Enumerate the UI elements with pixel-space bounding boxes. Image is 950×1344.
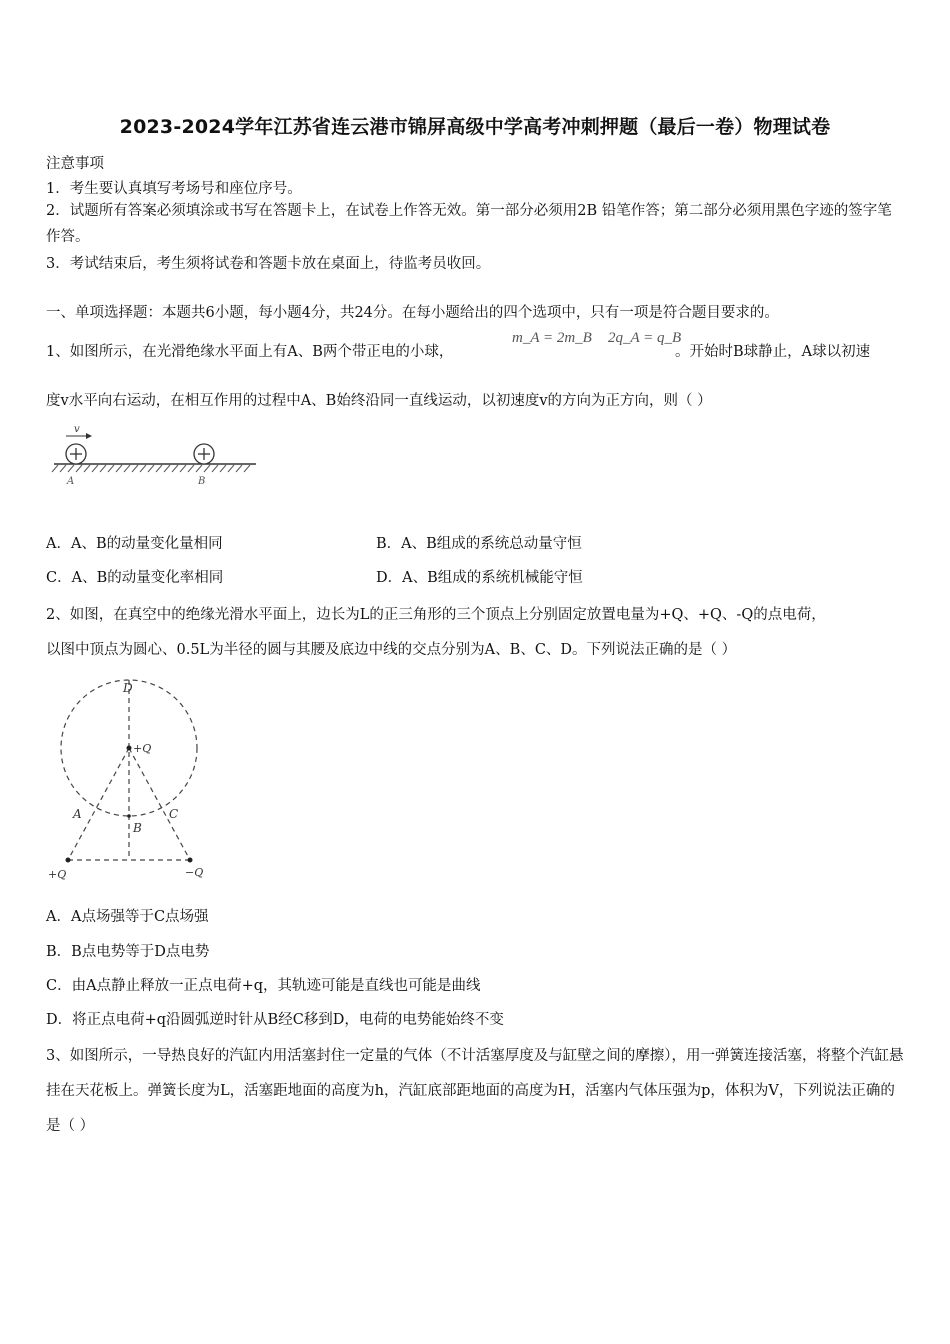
label-d: D (123, 681, 133, 695)
v-label: v (74, 424, 80, 435)
q1-text-a: 1、如图所示，在光滑绝缘水平面上有A、B两个带正电的小球， (46, 344, 454, 360)
label-top-q: +Q (133, 742, 152, 755)
label-left-q: +Q (48, 868, 67, 881)
q2-option-d: D．将正点电荷+q沿圆弧逆时针从B经C移到D，电荷的电势能始终不变 (46, 1012, 504, 1028)
q1-option-a: A．A、B的动量变化量相同 (46, 536, 223, 552)
q1-text-c: 度v水平向右运动，在相互作用的过程中A、B始终沿同一直线运动，以初速度v的方向为正方向，则（ ） (46, 393, 712, 409)
q1-option-c: C．A、B的动量变化率相同 (46, 570, 224, 586)
label-b: B (133, 821, 142, 835)
q2-text-b: 以图中顶点为圆心、0.5L为半径的圆与其腰及底边中线的交点分别为A、B、C、D。下列说法正确的是（ ） (46, 642, 737, 658)
label-a: A (73, 807, 82, 821)
q3-text: 3、如图所示，一导热良好的汽缸内用活塞封住一定量的气体（不计活塞厚度及与缸壁之间的摩擦），用一弹簧连接活塞，将整个汽缸悬挂在天花板上。弹簧长度为L，活塞距地面的高度为h，汽缸底部距地面的高度为H，活塞内气体压强为p，体积为V，下列说法正确的是（ ） (46, 1048, 904, 1134)
notice-item-1: 1．考生要认真填写考场号和座位序号。 (46, 181, 302, 197)
charge-right (188, 858, 193, 863)
q2-option-a: A．A点场强等于C点场强 (46, 909, 209, 925)
charge-top (127, 746, 132, 751)
q2-option-c: C．由A点静止释放一正点电荷+q，其轨迹可能是直线也可能是曲线 (46, 978, 481, 994)
q1-figure (50, 420, 265, 495)
q2-text-a: 2、如图，在真空中的绝缘光滑水平面上，边长为L的正三角形的三个顶点上分别固定放置电量为+Q、+Q、-Q的点电荷， (46, 607, 826, 623)
q2-option-b: B．B点电势等于D点电势 (46, 944, 210, 960)
label-a: A (67, 476, 75, 487)
section-heading: 一、单项选择题：本题共6小题，每小题4分，共24分。在每小题给出的四个选项中，只有一项是符合题目要求的。 (46, 305, 779, 321)
q1-formula-mass: m_A = 2m_B (512, 330, 592, 346)
q1-text-b: 。开始时B球静止，A球以初速 (675, 344, 871, 360)
notice-heading: 注意事项 (46, 156, 104, 172)
label-right-q: −Q (185, 866, 204, 879)
label-b: B (198, 476, 206, 487)
q1-option-d: D．A、B组成的系统机械能守恒 (376, 570, 583, 586)
q2-figure (40, 678, 225, 888)
label-c: C (169, 807, 179, 821)
notice-item-2: 2．试题所有答案必须填涂或书写在答题卡上，在试卷上作答无效。第一部分必须用2B 铅笔作答；第二部分必须用黑色字迹的签字笔作答。 (46, 203, 892, 245)
q1-option-b: B．A、B组成的系统总动量守恒 (376, 536, 582, 552)
q1-formula-charge: 2q_A = q_B (608, 330, 682, 346)
charge-left (66, 858, 71, 863)
notice-item-3: 3．考试结束后，考生须将试卷和答题卡放在桌面上，待监考员收回。 (46, 256, 491, 272)
page-title: 2023-2024学年江苏省连云港市锦屏高级中学高考冲刺押题（最后一卷）物理试卷 (119, 116, 831, 138)
